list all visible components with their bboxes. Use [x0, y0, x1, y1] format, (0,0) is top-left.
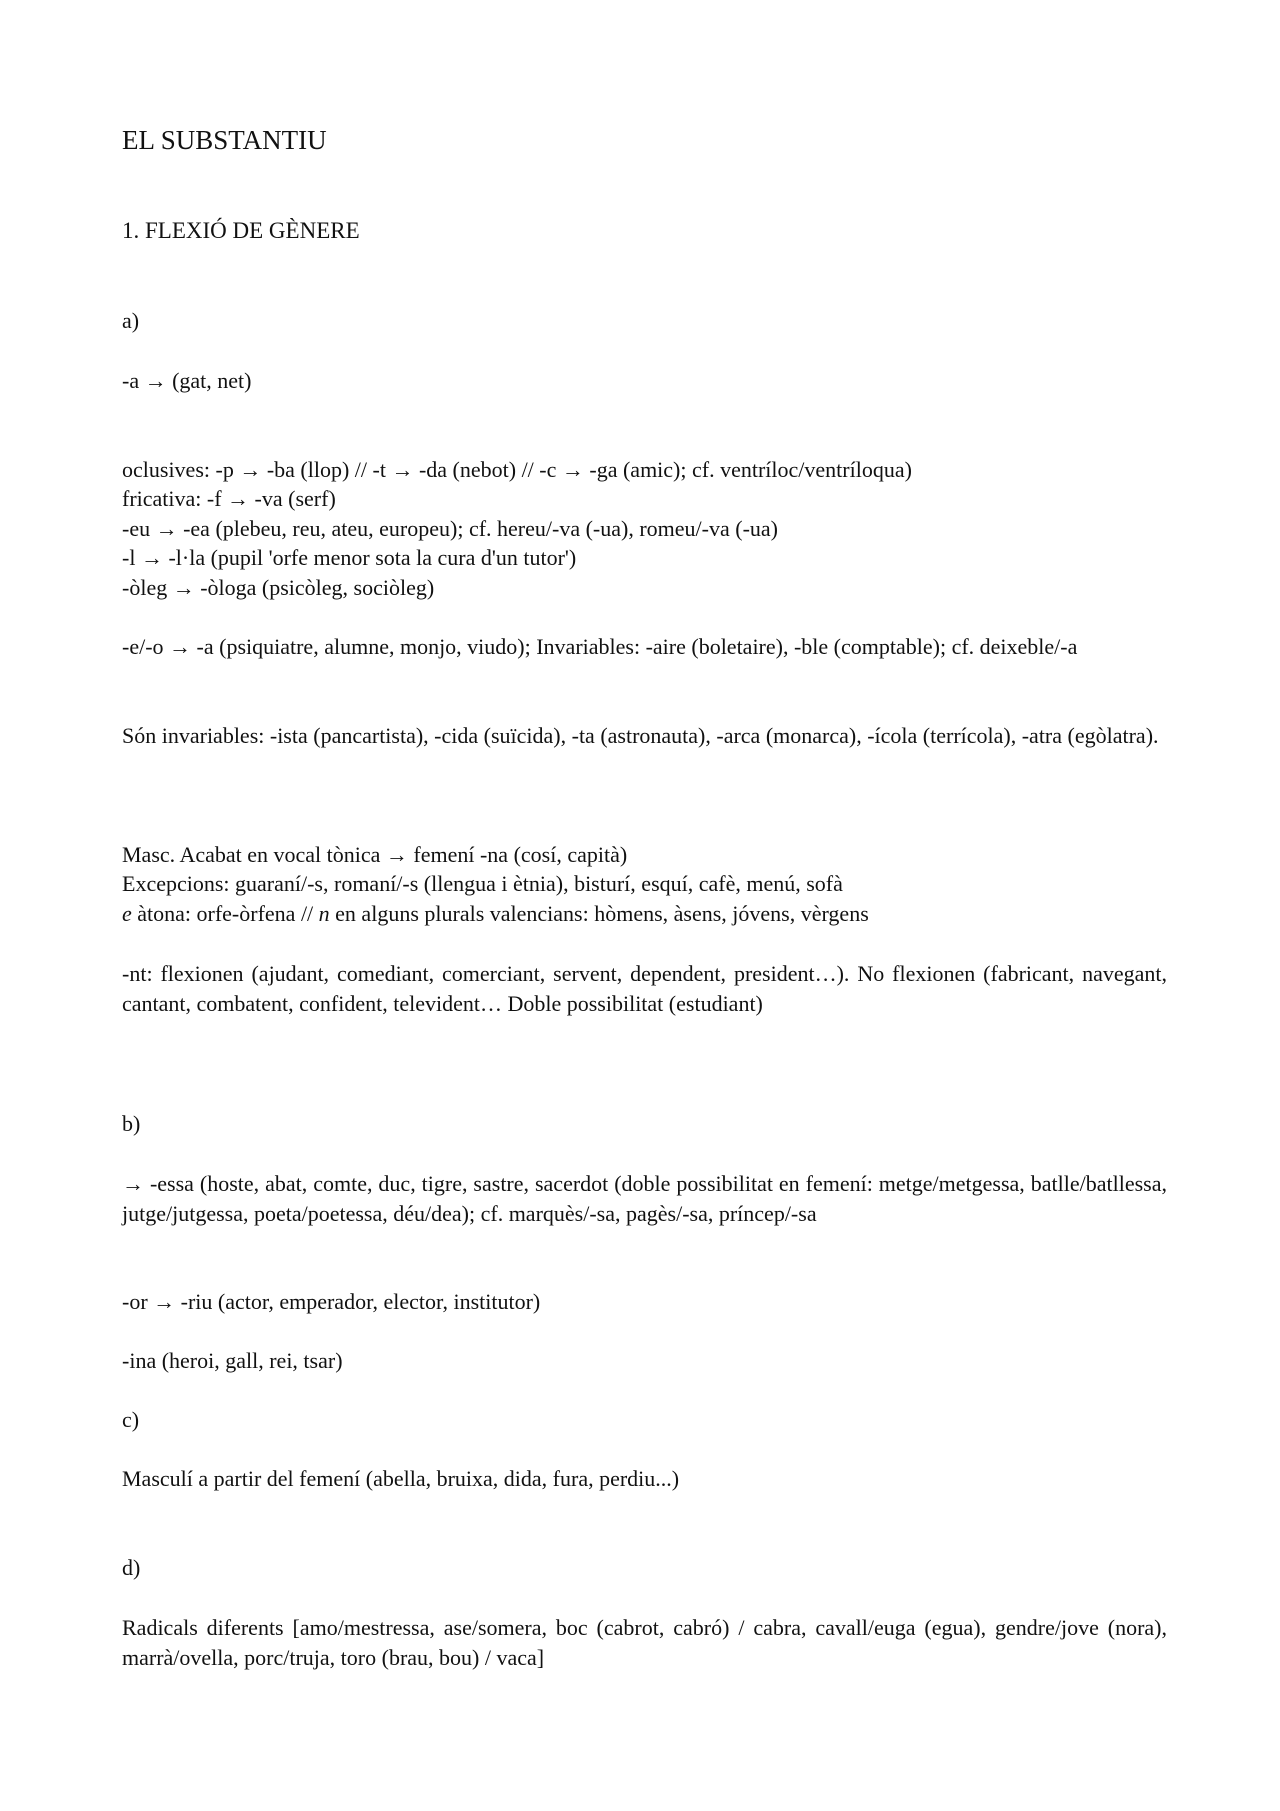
atona-n: n [318, 901, 330, 926]
ina-line: -ina (heroi, gall, rei, tsar) [122, 1348, 343, 1373]
eu-line: -eu → -ea (plebeu, reu, ateu, europeu); cf. hereu/-va (-ua), romeu/-va (-ua) [122, 516, 778, 541]
part-c-label: c) [122, 1407, 140, 1432]
atona-line [122, 899, 869, 929]
oclusives-line: oclusives: -p → -ba (llop) // -t → -da (nebot) // -c → -ga (amic); cf. ventríloc/ventríloqua) [122, 457, 912, 482]
part-d-label: d) [122, 1555, 141, 1580]
atona-rest: en alguns plurals valencians: hòmens, àsens, jóvens, vèrgens [329, 901, 869, 926]
masculi-line: Masculí a partir del femení (abella, bruixa, dida, fura, perdiu...) [122, 1466, 680, 1491]
document-page [122, 0, 1167, 1811]
or-line: -or → -riu (actor, emperador, elector, institutor) [122, 1289, 541, 1314]
essa-paragraph: → -essa (hoste, abat, comte, duc, tigre, sastre, sacerdot (doble possibilitat en femení: metge/metgessa, batlle/batllessa, jutge/jutgessa, poeta/poetessa, déu/dea); cf. marquès/-sa, pagès/-sa, príncep/-sa [122, 1171, 1167, 1226]
masc-line: Masc. Acabat en vocal tònica → femení -na (cosí, capità) [122, 842, 628, 867]
oleg-line: -òleg → -òloga (psicòleg, sociòleg) [122, 575, 435, 600]
excepcions-line: Excepcions: guaraní/-s, romaní/-s (llengua i ètnia), bisturí, esquí, cafè, menú, sofà [122, 871, 843, 896]
section-title: 1. FLEXIÓ DE GÈNERE [122, 218, 360, 243]
part-a-label: a) [122, 308, 140, 333]
eo-paragraph: -e/-o → -a (psiquiatre, alumne, monjo, viudo); Invariables: -aire (boletaire), -ble (comptable); cf. deixeble/-a [122, 634, 1078, 659]
fricativa-line: fricativa: -f → -va (serf) [122, 486, 336, 511]
radicals-paragraph: Radicals diferents [amo/mestressa, ase/somera, boc (cabrot, cabró) / cabra, cavall/euga (egua), gendre/jove (nora), marrà/ovella, porc/truja, toro (brau, bou) / vaca] [122, 1615, 1167, 1670]
l-line: -l → -l·la (pupil 'orfe menor sota la cura d'un tutor') [122, 545, 577, 570]
part-b-label: b) [122, 1111, 141, 1136]
invariables-paragraph: Són invariables: -ista (pancartista), -cida (suïcida), -ta (astronauta), -arca (monarca), -ícola (terrícola), -atra (egòlatra). [122, 723, 1159, 748]
atona-mid: àtona: orfe-òrfena // [131, 901, 319, 926]
document-title: EL SUBSTANTIU [122, 125, 327, 155]
nt-paragraph: -nt: flexionen (ajudant, comediant, comerciant, servent, dependent, president…). No flexionen (fabricant, navegant, cantant, combatent, confident, televident… Doble possibilitat (estudiant) [122, 961, 1167, 1016]
atona-e: e [122, 901, 132, 926]
rule-a-line: -a → (gat, net) [122, 368, 252, 393]
